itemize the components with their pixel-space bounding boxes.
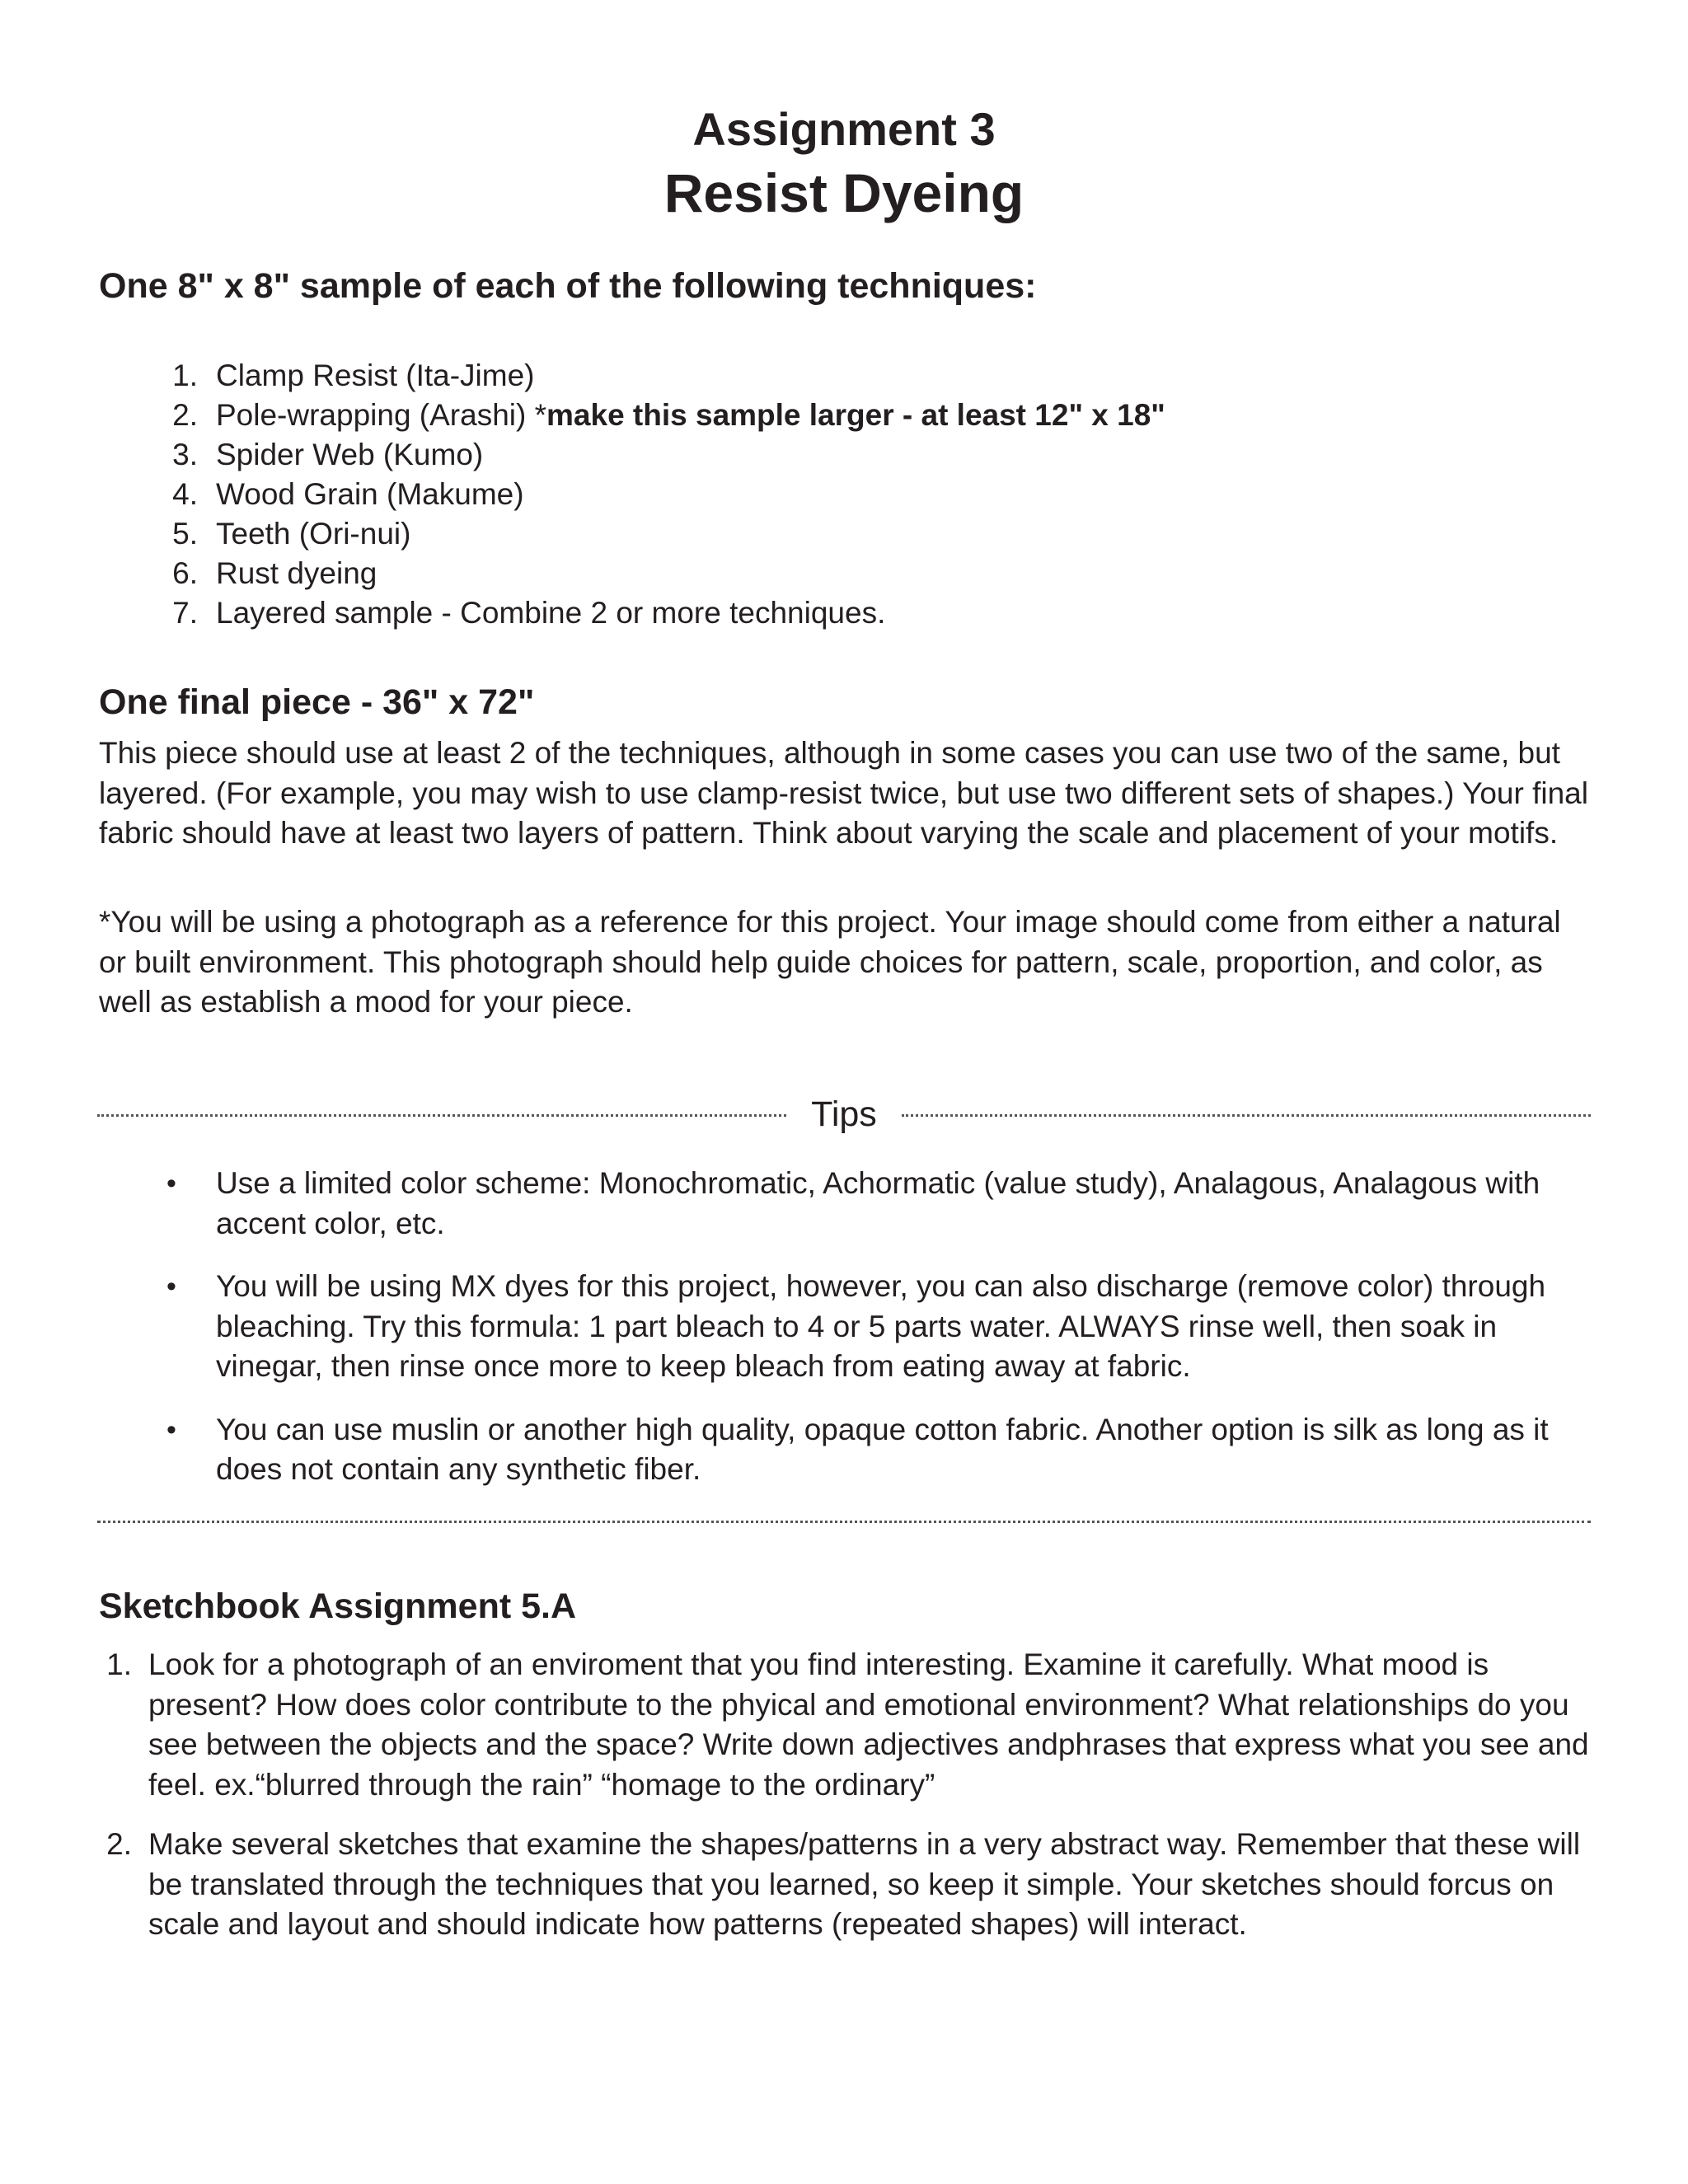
- sketchbook-list: [0, 1645, 1592, 1965]
- technique-text: Clamp Resist (Ita-Jime): [216, 359, 535, 392]
- list-number: 5.: [172, 517, 198, 551]
- tip-text: You will be using MX dyes for this project, however, you can also discharge (remove color) through bleaching. Try this formula: 1 part bleach to 4 or 5 parts water. ALWAYS rinse well, then soak in vinegar, then rinse once more to keep bleach from eating away at fabric.: [216, 1269, 1546, 1383]
- technique-emphasis: make this sample larger - at least 12" x 18": [546, 398, 1165, 432]
- assignment-number: Assignment 3: [692, 103, 996, 155]
- technique-text: Rust dyeing: [216, 556, 377, 590]
- bullet-icon: •: [166, 1168, 176, 1199]
- final-piece-heading: One final piece - 36" x 72": [99, 682, 535, 722]
- list-number: 3.: [172, 438, 198, 471]
- technique-text: Pole-wrapping (Arashi) *: [216, 398, 547, 432]
- technique-text: Layered sample - Combine 2 or more techniques.: [216, 596, 886, 630]
- tip-item: [0, 1164, 1592, 1244]
- sketchbook-item: [0, 1645, 1592, 1805]
- bullet-icon: •: [166, 1413, 176, 1446]
- tips-list: [0, 1164, 1592, 1513]
- sketchbook-text: Look for a photograph of an enviroment that you find interesting. Examine it carefully. What mood is present? How does color contribute to the phyical and emotional environment? What relationships do you see between the objects and the space? Write down adjectives andphrases that express what you see and feel. ex.“blurred through the rain” “homage to the ordinary”: [148, 1647, 1589, 1802]
- final-piece-paragraph: This piece should use at least 2 of the techniques, although in some cases you can use two of the same, but layered. (For example, you may wish to use clamp-resist twice, but use two different sets of shapes.) Your final fabric should have at least two layers of pattern. Think about varying the scale and placement of your motifs.: [99, 736, 1588, 850]
- dotted-rule-left: [97, 1114, 786, 1117]
- sketchbook-item: [0, 1825, 1592, 1945]
- tip-text: Use a limited color scheme: Monochromatic, Achormatic (value study), Analagous, Analagous with accent color, etc.: [216, 1166, 1540, 1240]
- list-number: 1.: [106, 1647, 132, 1681]
- photo-reference-paragraph: *You will be using a photograph as a reference for this project. Your image should come from either a natural or built environment. This photograph should help guide choices for pattern, scale, proportion, and color, as well as establish a mood for your piece.: [99, 905, 1561, 1019]
- technique-text: Spider Web (Kumo): [216, 438, 484, 471]
- tips-divider: [97, 1090, 1591, 1139]
- list-number: 7.: [172, 596, 198, 630]
- sketchbook-text: Make several sketches that examine the shapes/patterns in a very abstract way. Remember that these will be translated through the techniques that you learned, so keep it simple. Your sketches should forcus on scale and layout and should indicate how patterns (repeated shapes) will interact.: [148, 1827, 1581, 1941]
- samples-heading: One 8" x 8" sample of each of the following techniques:: [99, 266, 1037, 306]
- list-number: 1.: [172, 359, 198, 392]
- tip-item: [0, 1410, 1592, 1490]
- sketchbook-heading: Sketchbook Assignment 5.A: [99, 1586, 577, 1626]
- tip-text: You can use muslin or another high quality, opaque cotton fabric. Another option is silk as long as it does not contain any synthetic fiber.: [216, 1412, 1549, 1486]
- assignment-title: Resist Dyeing: [663, 162, 1025, 223]
- list-number: 2.: [172, 398, 198, 432]
- dotted-rule-bottom: [97, 1521, 1591, 1523]
- technique-text: Teeth (Ori-nui): [216, 517, 411, 551]
- tips-heading: Tips: [811, 1094, 877, 1134]
- tip-item: [0, 1267, 1592, 1387]
- list-number: 6.: [172, 556, 198, 590]
- list-number: 2.: [106, 1827, 132, 1861]
- technique-text-wrap: [216, 396, 1165, 435]
- technique-text: Wood Grain (Makume): [216, 477, 524, 511]
- bullet-icon: •: [166, 1271, 176, 1302]
- dotted-rule-right: [902, 1114, 1591, 1117]
- list-number: 4.: [172, 477, 198, 511]
- title-block: [0, 101, 1688, 227]
